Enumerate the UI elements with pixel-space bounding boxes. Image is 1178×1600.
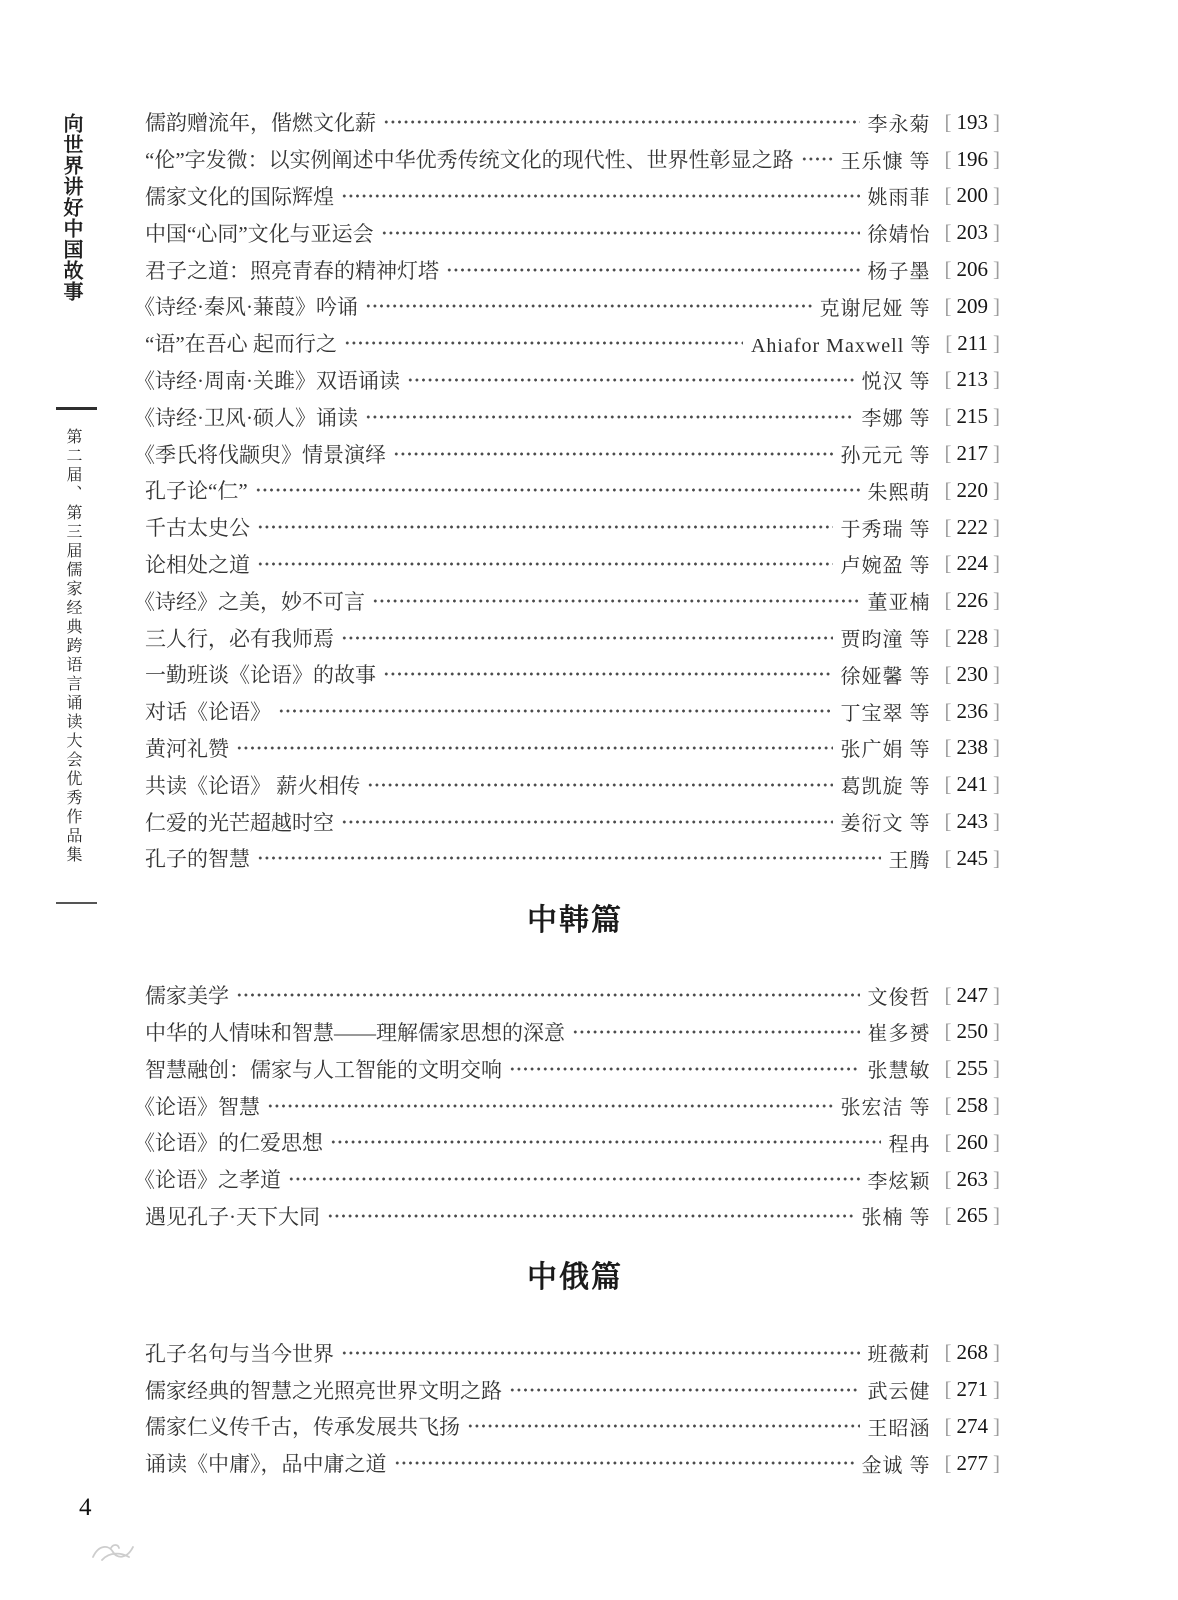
page-bracket-close: ] — [993, 661, 1000, 686]
entry-page — [940, 1340, 1006, 1365]
toc-entry — [145, 619, 1005, 656]
entry-title: 智慧融创：儒家与人工智能的文明交响 — [145, 1057, 502, 1082]
dotted-leader — [407, 376, 854, 384]
toc-entry — [145, 803, 1005, 840]
entry-title: 三人行，必有我师焉 — [145, 626, 334, 651]
page-value: 230 — [956, 661, 988, 686]
entry-title: 《论语》智慧 — [134, 1094, 260, 1119]
section-header: 中俄篇 — [527, 1261, 623, 1295]
page-value: 274 — [956, 1413, 988, 1438]
entry-title: 共读《论语》 薪火相传 — [145, 773, 361, 798]
entry-author: 张楠 等 — [861, 1207, 931, 1230]
toc-entry — [134, 582, 1005, 619]
page-bracket-open: [ — [944, 772, 952, 797]
entry-title: 儒家经典的智慧之光照亮世界文明之路 — [145, 1378, 502, 1403]
toc-entry — [145, 178, 1005, 215]
toc-entry — [134, 1124, 1005, 1161]
entry-author: 张慧敏 — [867, 1060, 931, 1083]
entry-page — [940, 983, 1006, 1008]
toc-entry — [134, 288, 1005, 325]
entry-title: 论相处之道 — [145, 552, 250, 577]
entry-page — [940, 662, 1006, 687]
dotted-leader — [257, 854, 881, 862]
page-bracket-close: ] — [993, 404, 1000, 429]
entry-page — [940, 772, 1006, 797]
page-value: 203 — [956, 220, 988, 245]
page-bracket-close: ] — [993, 1340, 1000, 1365]
page-bracket-close: ] — [993, 220, 1000, 245]
entry-page — [940, 257, 1006, 282]
dotted-leader — [236, 991, 860, 999]
toc-entry — [145, 251, 1005, 288]
page-value: 260 — [956, 1129, 988, 1154]
page-value: 206 — [956, 257, 988, 282]
page-bracket-open: [ — [944, 1203, 952, 1228]
page-bracket-open: [ — [944, 109, 952, 134]
entry-page — [940, 735, 1006, 760]
entry-title: 诵读《中庸》，品中庸之道 — [145, 1452, 387, 1477]
toc-entry — [145, 693, 1005, 730]
page-bracket-open: [ — [944, 514, 952, 539]
page-bracket-open: [ — [944, 1450, 952, 1475]
toc-entry — [145, 1198, 1005, 1235]
page-bracket-open: [ — [944, 1340, 952, 1365]
entry-author: 悦汉 等 — [861, 371, 931, 394]
page-bracket-close: ] — [993, 330, 1000, 355]
page-bracket-close: ] — [993, 772, 1000, 797]
page-value: 243 — [956, 809, 988, 834]
page-value: 241 — [956, 772, 988, 797]
entry-page — [940, 1130, 1006, 1155]
dotted-leader — [509, 1386, 860, 1394]
entry-title: 中国“心同”文化与亚运会 — [145, 221, 374, 246]
toc-entry — [134, 1087, 1005, 1124]
toc-entry — [145, 104, 1005, 141]
page-bracket-close: ] — [993, 1129, 1000, 1154]
entry-title: 儒家仁义传千古，传承发展共飞扬 — [145, 1415, 460, 1440]
entry-author: 杨子墨 — [867, 261, 931, 284]
dotted-leader — [365, 413, 854, 421]
page-bracket-open: [ — [944, 735, 952, 760]
entry-page — [940, 1414, 1006, 1439]
dotted-leader — [509, 1065, 860, 1073]
page-bracket-close: ] — [993, 1019, 1000, 1044]
entry-author: 徐婧怡 — [867, 224, 931, 247]
entry-author: 程冉 — [888, 1133, 931, 1156]
page-bracket-open: [ — [944, 367, 952, 392]
entry-title: 儒家文化的国际辉煌 — [145, 184, 334, 209]
page-bracket-open: [ — [944, 1413, 952, 1438]
entry-author: 姚雨菲 — [867, 187, 931, 210]
entry-author: 葛凯旋 等 — [840, 776, 931, 799]
entry-title: 君子之道：照亮青春的精神灯塔 — [145, 258, 439, 283]
page-bracket-open: [ — [944, 1019, 952, 1044]
toc-entry — [145, 766, 1005, 803]
toc-sections — [134, 104, 1005, 1482]
dotted-leader — [446, 266, 860, 274]
page-bracket-open: [ — [944, 1056, 952, 1081]
entry-page — [940, 331, 1005, 356]
page-value: 228 — [956, 625, 988, 650]
dotted-leader — [372, 597, 860, 605]
dotted-leader — [393, 450, 833, 458]
dotted-leader — [341, 1349, 860, 1357]
page-bracket-open: [ — [944, 404, 952, 429]
dotted-leader — [236, 744, 833, 752]
entry-title: 《诗经》之美，妙不可言 — [134, 589, 365, 614]
entry-title: 中华的人情味和智慧——理解儒家思想的深意 — [145, 1020, 565, 1045]
page-bracket-close: ] — [993, 1093, 1000, 1118]
page-bracket-close: ] — [993, 257, 1000, 282]
toc-entry — [145, 214, 1005, 251]
page-bracket-open: [ — [944, 1377, 952, 1401]
entry-title: 千古太史公 — [145, 516, 250, 541]
dotted-leader — [278, 707, 833, 715]
page-bracket-open: [ — [944, 1166, 952, 1191]
page-value: 196 — [956, 146, 988, 171]
entry-author: 孙元元 等 — [840, 445, 931, 468]
page-bracket-close: ] — [993, 982, 1000, 1007]
dotted-leader — [255, 486, 860, 494]
dotted-leader — [365, 302, 812, 310]
dotted-leader — [383, 670, 833, 678]
entry-author: 张宏洁 等 — [840, 1097, 931, 1120]
entry-author: 姜衍文 等 — [840, 813, 931, 836]
dotted-leader — [330, 1138, 881, 1146]
toc-entry — [134, 362, 1005, 399]
entry-title: 儒家美学 — [145, 984, 229, 1009]
toc-entry — [145, 509, 1005, 546]
entry-page — [940, 1056, 1006, 1081]
page-bracket-close: ] — [993, 625, 1000, 650]
entry-page — [940, 294, 1006, 319]
page-bracket-close: ] — [993, 698, 1000, 723]
page-value: 271 — [956, 1377, 988, 1401]
entry-author: 董亚楠 — [867, 592, 931, 615]
entry-author: 贾昀潼 等 — [840, 629, 931, 652]
page-value: 226 — [956, 588, 988, 613]
entry-page — [940, 809, 1006, 834]
toc-entry — [145, 472, 1005, 509]
entry-page — [940, 699, 1006, 724]
page-bracket-close: ] — [993, 1377, 1000, 1401]
dotted-leader — [801, 155, 833, 163]
page-bracket-close: ] — [993, 845, 1000, 870]
entry-author: 武云健 — [867, 1381, 931, 1403]
page-value: 220 — [956, 477, 988, 502]
page-value: 211 — [957, 330, 988, 355]
page-bracket-close: ] — [993, 183, 1000, 208]
dotted-leader — [288, 1175, 860, 1183]
entry-title: 《季氏将伐颛臾》情景演绎 — [134, 442, 386, 467]
page-bracket-close: ] — [993, 1450, 1000, 1475]
toc-entry — [145, 141, 1005, 178]
entry-title: 《诗经·卫风·硕人》诵读 — [134, 405, 358, 430]
page-bracket-open: [ — [944, 146, 952, 171]
page-value: 200 — [956, 183, 988, 208]
page-value: 258 — [956, 1093, 988, 1118]
page-value: 215 — [956, 404, 988, 429]
entry-author: 班薇莉 — [867, 1344, 931, 1367]
entry-page — [940, 515, 1006, 540]
toc-entry — [134, 1161, 1005, 1198]
page-value: 236 — [956, 698, 988, 723]
toc-entry — [145, 546, 1005, 583]
entry-page — [940, 1203, 1006, 1228]
section-header: 中韩篇 — [527, 903, 623, 937]
toc-entry — [145, 840, 1005, 877]
entry-page — [940, 1019, 1006, 1044]
dotted-leader — [327, 1212, 854, 1220]
page-value: 209 — [956, 293, 988, 318]
page-bracket-close: ] — [993, 367, 1000, 392]
entry-author: 李永菊 — [867, 113, 931, 136]
toc-entry — [145, 1334, 1005, 1371]
toc-entry — [134, 398, 1005, 435]
page-bracket-open: [ — [944, 477, 952, 502]
page-bracket-open: [ — [944, 1093, 952, 1118]
page-value: 250 — [956, 1019, 988, 1044]
ornament-flourish — [88, 1536, 142, 1568]
entry-title: “语”在吾心 起而行之 — [145, 332, 337, 357]
page-bracket-open: [ — [944, 588, 952, 613]
page-value: 224 — [956, 551, 988, 576]
dotted-leader — [381, 229, 860, 237]
page-bracket-close: ] — [993, 146, 1000, 171]
page-bracket-open: [ — [944, 441, 952, 466]
entry-title: 仁爱的光芒超越时空 — [145, 810, 334, 835]
page-bracket-close: ] — [993, 588, 1000, 613]
entry-author: 克谢尼娅 等 — [819, 297, 931, 320]
separator-line — [56, 407, 97, 410]
page-bracket-open: [ — [944, 809, 952, 834]
page-bracket-open: [ — [945, 330, 953, 355]
entry-title: 孔子论“仁” — [145, 479, 248, 504]
page-value: 213 — [956, 367, 988, 392]
dotted-leader — [341, 818, 833, 826]
toc-entry — [145, 730, 1005, 767]
page-value: 263 — [956, 1166, 988, 1191]
page-value: 193 — [956, 109, 988, 134]
sidebar-series-title: 第二届、第三届儒家经典跨语言诵读大会优秀作品集 — [64, 428, 81, 865]
page-value: 245 — [956, 845, 988, 870]
toc-entry — [145, 1050, 1005, 1087]
page-bracket-close: ] — [993, 1056, 1000, 1081]
dotted-leader — [341, 192, 860, 200]
toc-entry — [145, 977, 1005, 1014]
toc-entry — [145, 656, 1005, 693]
entry-title: 《诗经·秦风·蒹葭》吟诵 — [134, 295, 358, 320]
page-bracket-close: ] — [993, 293, 1000, 318]
page-number: 4 — [79, 1494, 92, 1521]
page-bracket-open: [ — [944, 698, 952, 723]
entry-page — [940, 110, 1006, 135]
dotted-leader — [344, 339, 743, 347]
entry-page — [940, 367, 1006, 392]
page-bracket-open: [ — [944, 845, 952, 870]
page-bracket-open: [ — [944, 183, 952, 208]
page-bracket-open: [ — [944, 293, 952, 318]
toc-entry — [145, 1371, 1005, 1408]
entry-page — [940, 588, 1006, 613]
entry-title: 儒韵赠流年，偕燃文化薪 — [145, 111, 376, 136]
entry-author: 卢婉盈 等 — [840, 555, 931, 578]
dotted-leader — [367, 781, 832, 789]
entry-title: 《诗经·周南·关雎》双语诵读 — [134, 368, 400, 393]
entry-page — [940, 183, 1006, 208]
entry-page — [940, 1167, 1006, 1192]
page-value: 265 — [956, 1203, 988, 1228]
entry-title: 《论语》之孝道 — [134, 1168, 281, 1193]
entry-author: 李炫颖 — [867, 1170, 931, 1193]
entry-page — [940, 441, 1006, 466]
entry-title: 《论语》的仁爱思想 — [134, 1131, 323, 1156]
toc-entry — [145, 1445, 1005, 1482]
entry-page — [940, 1451, 1006, 1476]
dotted-leader — [257, 523, 833, 531]
page-bracket-open: [ — [944, 982, 952, 1007]
entry-page — [940, 147, 1006, 172]
page-bracket-open: [ — [944, 257, 952, 282]
entry-page — [940, 1093, 1006, 1118]
dotted-leader — [267, 1102, 833, 1110]
page-bracket-open: [ — [944, 1129, 952, 1154]
page-bracket-open: [ — [944, 625, 952, 650]
page-value: 268 — [956, 1340, 988, 1365]
entry-author: 徐娅馨 等 — [840, 665, 931, 688]
entry-title: 孔子的智慧 — [145, 847, 250, 872]
entry-page — [940, 846, 1006, 871]
entry-author: 李娜 等 — [861, 408, 931, 431]
entry-author: 金诚 等 — [861, 1454, 931, 1477]
toc-entry — [145, 325, 1005, 362]
entry-title: 黄河礼赞 — [145, 736, 229, 761]
page-bracket-open: [ — [944, 661, 952, 686]
entry-author: 王乐慷 等 — [840, 150, 931, 173]
page-bracket-close: ] — [993, 514, 1000, 539]
page-bracket-close: ] — [993, 1203, 1000, 1228]
sidebar-book-title: 向世界讲好中国故事 — [60, 113, 82, 302]
entry-page — [940, 404, 1006, 429]
page-value: 247 — [956, 982, 988, 1007]
entry-author: 王腾 — [888, 849, 931, 872]
toc-entry — [134, 435, 1005, 472]
page-bracket-close: ] — [993, 1166, 1000, 1191]
entry-author: 丁宝翠 等 — [840, 702, 931, 725]
entry-page — [940, 551, 1006, 576]
entry-title: “伦”字发微：以实例阐述中华优秀传统文化的现代性、世界性彰显之路 — [145, 148, 794, 173]
page-value: 277 — [956, 1450, 988, 1475]
entry-title: 对话《论语》 — [145, 700, 271, 725]
page-bracket-open: [ — [944, 220, 952, 245]
page-value: 222 — [956, 514, 988, 539]
entry-author: 王昭涵 — [867, 1417, 931, 1440]
page-value: 255 — [956, 1056, 988, 1081]
dotted-leader — [467, 1422, 860, 1430]
toc-entry — [145, 1408, 1005, 1445]
entry-author: 张广娟 等 — [840, 739, 931, 762]
page-bracket-close: ] — [993, 809, 1000, 834]
entry-title: 一勤班谈《论语》的故事 — [145, 663, 376, 688]
entry-title: 遇见孔子·天下大同 — [145, 1204, 320, 1229]
toc-entry — [145, 1014, 1005, 1051]
dotted-leader — [341, 634, 833, 642]
entry-page — [940, 1377, 1006, 1402]
entry-author: 朱熙萌 — [867, 481, 931, 504]
dotted-leader — [383, 118, 860, 126]
page-bracket-close: ] — [993, 109, 1000, 134]
entry-page — [940, 220, 1006, 245]
page-value: 238 — [956, 735, 988, 760]
page-bracket-close: ] — [993, 477, 1000, 502]
entry-author: 文俊哲 — [867, 986, 931, 1009]
entry-page — [940, 625, 1006, 650]
entry-author: Ahiafor Maxwell 等 — [750, 334, 932, 357]
separator-line — [56, 902, 97, 904]
dotted-leader — [257, 560, 833, 568]
page-bracket-close: ] — [993, 551, 1000, 576]
dotted-leader — [572, 1028, 860, 1036]
page-bracket-close: ] — [993, 1413, 1000, 1438]
entry-author: 崔多赟 — [867, 1023, 931, 1046]
entry-page — [940, 478, 1006, 503]
page-value: 217 — [956, 441, 988, 466]
entry-author: 于秀瑞 等 — [840, 518, 931, 541]
page-bracket-open: [ — [944, 551, 952, 576]
dotted-leader — [394, 1459, 854, 1467]
entry-title: 孔子名句与当今世界 — [145, 1341, 334, 1366]
page-bracket-close: ] — [993, 441, 1000, 466]
page-bracket-close: ] — [993, 735, 1000, 760]
